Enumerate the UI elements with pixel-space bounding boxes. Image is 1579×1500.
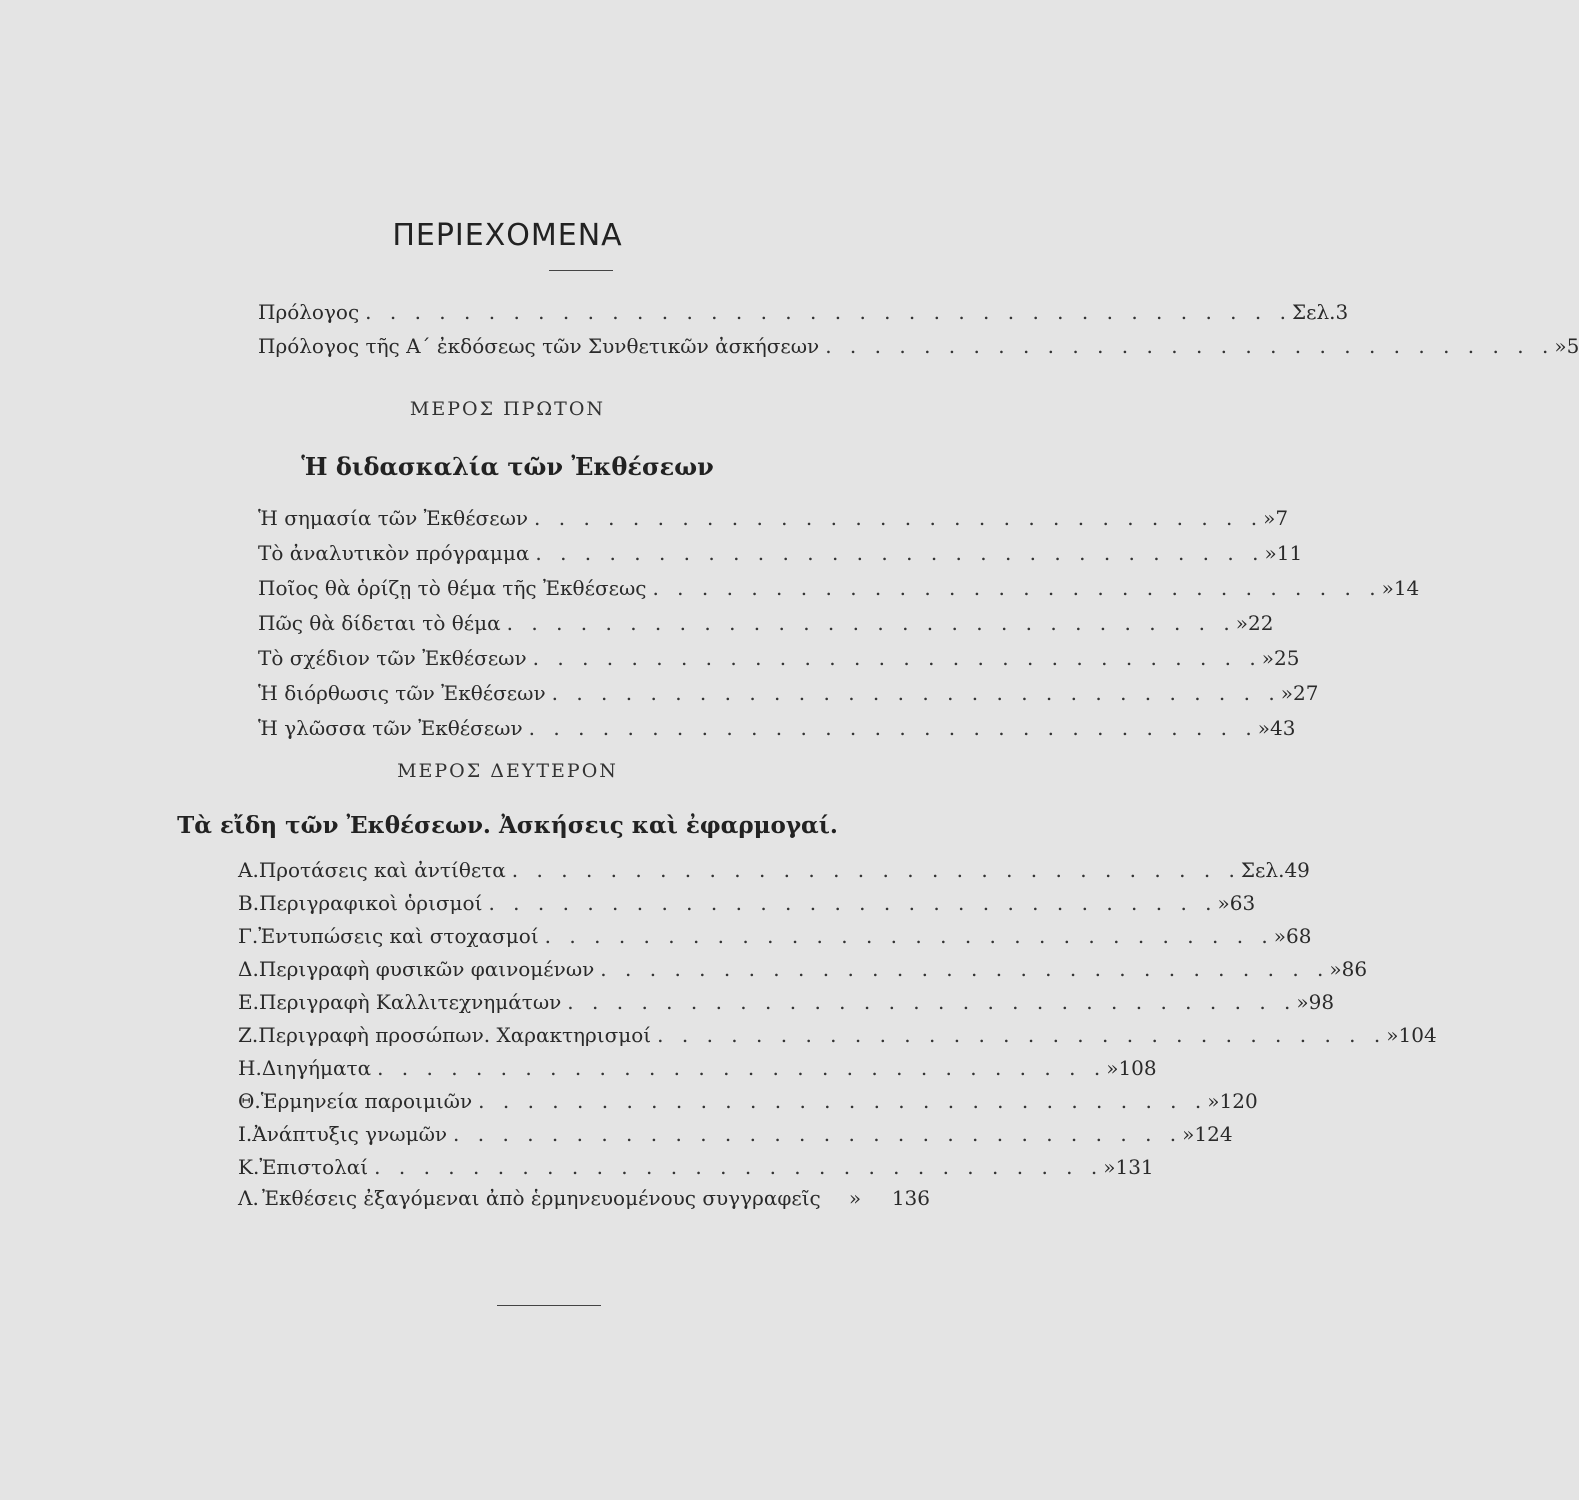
toc-entry-label: Πῶς θὰ δίδεται τὸ θέμα [258, 611, 501, 635]
leader-dots: . . . . . . . . . . . . . . . . . . . . . . . . . . . . . . [534, 506, 1264, 530]
toc-entry-page: 27 [1292, 681, 1319, 705]
part-two-subtitle: Τὰ εἴδη τῶν Ἐκθέσεων. Ἀσκήσεις καὶ ἐφαρμογαί. [177, 812, 838, 839]
toc-entry-page: 49 [1284, 858, 1310, 882]
toc-entry-label: Προτάσεις καὶ ἀντίθετα [258, 858, 506, 882]
title-divider [549, 270, 613, 271]
toc-entry-mark: » [1554, 334, 1567, 358]
toc-entry-mark: » [1381, 576, 1394, 600]
toc-entry-page: 5 [1566, 334, 1579, 358]
leader-dots: . . . . . . . . . . . . . . . . . . . . . . . . . . . . . . [453, 1122, 1183, 1146]
toc-entry-mark: » [1263, 506, 1276, 530]
toc-entry [238, 1056, 1157, 1080]
toc-entry [258, 334, 1579, 358]
toc-entry [238, 1155, 1154, 1179]
toc-entry-label: Περιγραφὴ προσώπων. Χαρακτηρισμοί [258, 1023, 652, 1047]
toc-entry-label: Ἐκθέσεις ἐξαγόμεναι ἀπὸ ἑρμηνευομένους συγγραφεῖς [262, 1186, 821, 1210]
leader-dots: . . . . . . . . . . . . . . . . . . . . . . . . . . . . . . [532, 646, 1262, 670]
toc-entry-letter: Θ. [238, 1089, 261, 1113]
leader-dots: . . . . . . . . . . . . . . . . . . . . . . . . . . . . . . [511, 858, 1241, 882]
part-one-heading: ΜΕΡΟΣ ΠΡΩΤΟΝ [409, 398, 606, 420]
toc-entry-label: Ἀνάπτυξις γνωμῶν [252, 1122, 448, 1146]
toc-entry-letter: Η. [238, 1056, 262, 1080]
toc-entry-mark: » [1329, 957, 1342, 981]
toc-entry-mark: » [1182, 1122, 1195, 1146]
toc-entry [238, 957, 1368, 981]
toc-entry [238, 1023, 1437, 1047]
toc-entry-label: Ἐπιστολαί [259, 1155, 369, 1179]
leader-dots: . . . . . . . . . . . . . . . . . . . . . . . . . . . . . . [506, 611, 1236, 635]
toc-entry-label: Πρόλογος [258, 300, 360, 324]
leader-dots: . . . . . . . . . . . . . . . . . . . . . . . . . . . . . . . . . . . . . . [365, 300, 1292, 324]
toc-entry [238, 891, 1256, 915]
toc-entry-label: Περιγραφὴ φυσικῶν φαινομένων [258, 957, 595, 981]
toc-entry-letter: Δ. [238, 957, 259, 981]
toc-entry-page: 43 [1269, 716, 1296, 740]
toc-entry-letter: Κ. [238, 1155, 260, 1179]
leader-dots: . . . . . . . . . . . . . . . . . . . . . . . . . . . . . . [488, 891, 1218, 915]
toc-entry-letter: Ι. [238, 1122, 253, 1146]
toc-entry-label: Ἐντυπώσεις καὶ στοχασμοί [258, 924, 539, 948]
toc-entry-mark: » [1386, 1023, 1399, 1047]
toc-entry [238, 1089, 1258, 1113]
toc-entry-page: 68 [1286, 924, 1312, 948]
toc-entry-page: 14 [1393, 576, 1420, 600]
toc-entry-letter: Β. [238, 891, 260, 915]
toc-entry-page: 25 [1274, 646, 1300, 670]
toc-entry-page: 120 [1219, 1089, 1258, 1113]
page-title: ΠΕΡΙΕΧΟΜΕΝΑ [392, 218, 623, 253]
leader-dots: . . . . . . . . . . . . . . . . . . . . . . . . . . . . . . [652, 576, 1382, 600]
end-divider [497, 1305, 601, 1306]
toc-entry-label: Τὸ ἀναλυτικὸν πρόγραμμα [258, 541, 530, 565]
toc-entry-label: Περιγραφὴ Καλλιτεχνημάτων [258, 990, 562, 1014]
toc-entry [258, 506, 1289, 530]
toc-entry [238, 1122, 1233, 1146]
toc-entry-letter: Λ. [238, 1186, 259, 1210]
toc-entry-letter: Ζ. [238, 1023, 259, 1047]
toc-entry [258, 681, 1319, 705]
leader-dots: . . . . . . . . . . . . . . . . . . . . . . . . . . . . . . [528, 716, 1258, 740]
toc-entry-mark: » [1103, 1155, 1116, 1179]
leader-dots: . . . . . . . . . . . . . . . . . . . . . . . . . . . . . . [544, 924, 1274, 948]
toc-entry [258, 541, 1303, 565]
toc-entry-mark: Σελ. [1240, 858, 1285, 882]
toc-entry-mark: » [1207, 1089, 1220, 1113]
toc-entry-mark: » [1106, 1056, 1119, 1080]
leader-dots: . . . . . . . . . . . . . . . . . . . . . . . . . . . . . . [374, 1155, 1104, 1179]
part-one-subtitle: Ἡ διδασκαλία τῶν Ἐκθέσεων [301, 452, 714, 481]
leader-dots: . . . . . . . . . . . . . . . . . . . . . . . . . . . . . . [551, 681, 1281, 705]
toc-entry-mark: » [1280, 681, 1293, 705]
toc-entry [238, 990, 1335, 1014]
leader-dots: . . . . . . . . . . . . . . . . . . . . . . . . . . . . . . [825, 334, 1555, 358]
toc-entry-page: 11 [1276, 541, 1303, 565]
toc-entry-page: 98 [1308, 990, 1335, 1014]
toc-entry-page: 22 [1247, 611, 1274, 635]
leader-dots: . . . . . . . . . . . . . . . . . . . . . . . . . . . . . . [377, 1056, 1107, 1080]
toc-entry-label: Ποῖος θὰ ὁρίζῃ τὸ θέμα τῆς Ἐκθέσεως [258, 576, 647, 600]
toc-entry-mark: » [1273, 924, 1287, 948]
toc-entry-page: 104 [1398, 1023, 1437, 1047]
toc-entry-page: 86 [1341, 957, 1368, 981]
toc-entry-page: 7 [1275, 506, 1289, 530]
toc-entry [258, 716, 1296, 740]
toc-entry [258, 646, 1300, 670]
toc-entry-page: 136 [891, 1186, 930, 1210]
toc-entry-mark: » [1235, 611, 1248, 635]
leader-dots: . . . . . . . . . . . . . . . . . . . . . . . . . . . . . . [478, 1089, 1208, 1113]
toc-entry-label: Περιγραφικοὶ ὁρισμοί [259, 891, 483, 915]
toc-entry-label: Διηγήματα [261, 1056, 372, 1080]
toc-entry-label: Πρόλογος τῆς Α΄ ἐκδόσεως τῶν Συνθετικῶν ἀσκήσεων [258, 334, 820, 358]
toc-entry [258, 611, 1274, 635]
toc-entry [238, 924, 1312, 948]
part-two-heading: ΜΕΡΟΣ ΔΕΥΤΕΡΟΝ [397, 760, 618, 782]
leader-dots: . . . . . . . . . . . . . . . . . . . . . . . . . . . . . . [657, 1023, 1387, 1047]
toc-entry [258, 300, 1349, 324]
toc-entry-letter: Γ. [238, 924, 259, 948]
leader-dots: . . . . . . . . . . . . . . . . . . . . . . . . . . . . . . [567, 990, 1297, 1014]
toc-entry-label: Ἡ διόρθωσις τῶν Ἐκθέσεων [258, 681, 546, 705]
toc-entry [238, 1186, 930, 1210]
toc-entry-mark: » [848, 1186, 862, 1210]
toc-entry-page: 3 [1335, 300, 1349, 324]
toc-entry [258, 576, 1420, 600]
toc-entry-page: 63 [1229, 891, 1256, 915]
toc-entry-letter: Α. [238, 858, 259, 882]
toc-entry-label: Τὸ σχέδιον τῶν Ἐκθέσεων [258, 646, 527, 670]
toc-entry-page: 124 [1194, 1122, 1233, 1146]
toc-entry-mark: Σελ. [1291, 300, 1336, 324]
toc-entry-label: Ἡ σημασία τῶν Ἐκθέσεων [258, 506, 529, 530]
toc-entry-mark: » [1257, 716, 1270, 740]
toc-entry-label: Ἑρμηνεία παροιμιῶν [260, 1089, 473, 1113]
toc-entry-page: 131 [1115, 1155, 1154, 1179]
toc-entry-mark: » [1261, 646, 1274, 670]
toc-entry [238, 858, 1310, 882]
toc-entry-mark: » [1264, 541, 1277, 565]
toc-entry-page: 108 [1118, 1056, 1157, 1080]
toc-entry-mark: » [1217, 891, 1230, 915]
toc-entry-mark: » [1296, 990, 1309, 1014]
toc-entry-label: Ἡ γλῶσσα τῶν Ἐκθέσεων [258, 716, 523, 740]
toc-entry-letter: Ε. [238, 990, 259, 1014]
leader-dots: . . . . . . . . . . . . . . . . . . . . . . . . . . . . . . [535, 541, 1265, 565]
leader-dots: . . . . . . . . . . . . . . . . . . . . . . . . . . . . . . [600, 957, 1330, 981]
